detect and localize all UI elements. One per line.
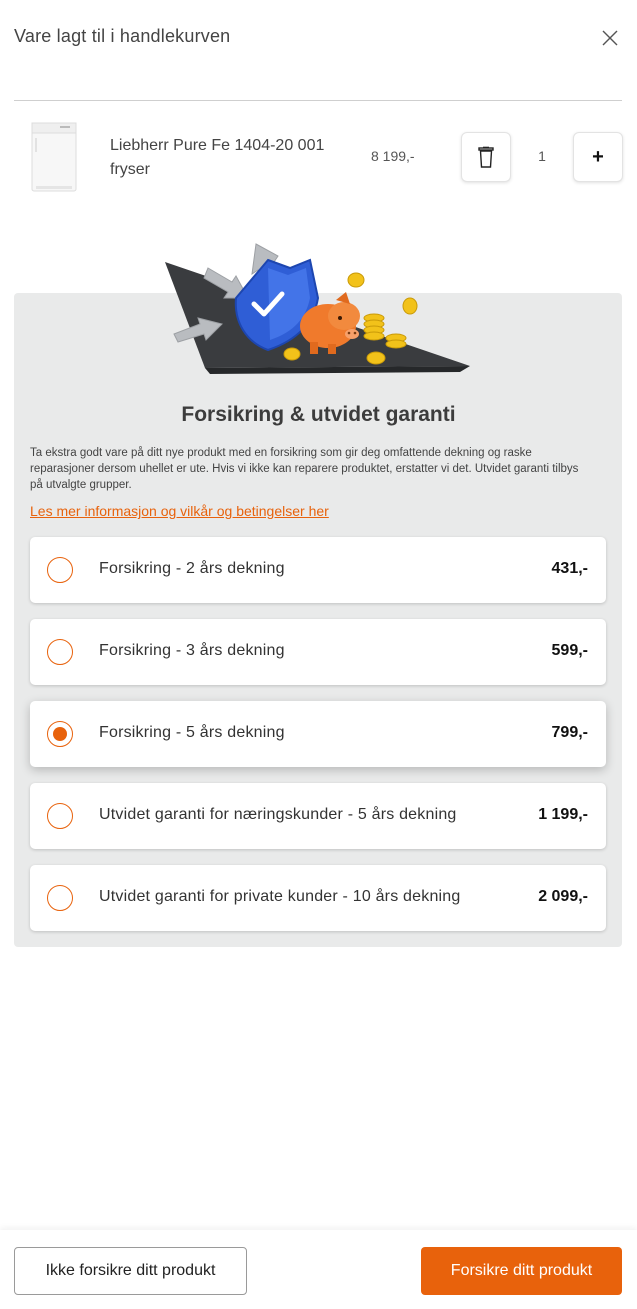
close-icon [598, 26, 622, 50]
insurance-option-2-years[interactable] [30, 537, 606, 603]
modal-footer [0, 1230, 637, 1309]
warranty-option-business-5-years[interactable] [30, 783, 606, 849]
terms-link[interactable]: Les mer informasjon og vilkår og betingelser her [30, 503, 329, 519]
radio-selected-dot [53, 727, 67, 741]
insurance-option-5-years[interactable] [30, 701, 606, 767]
insurance-description: Ta ekstra godt vare på ditt nye produkt med en forsikring som gir deg omfattende dekning og raske reparasjoner dersom uhellet er ute. Hvis vi ikke kan reparere produktet, erstatter vi det. Utvidet garanti tilbys på utvalgte grupper. [30, 447, 579, 491]
option-price: 431,- [551, 560, 588, 577]
radio-button[interactable] [47, 885, 73, 911]
radio-button[interactable] [47, 803, 73, 829]
option-label: Utvidet garanti for næringskunder - 5 års dekning [99, 806, 457, 823]
option-label: Utvidet garanti for private kunder - 10 års dekning [99, 888, 461, 905]
product-name[interactable]: Liebherr Pure Fe 1404-20 001 fryser [110, 137, 325, 178]
insurance-title: Forsikring & utvidet garanti [181, 403, 456, 426]
radio-button[interactable] [47, 557, 73, 583]
close-button[interactable] [598, 26, 622, 50]
delete-item-button[interactable] [461, 132, 511, 182]
quantity-value: 1 [538, 148, 546, 164]
option-price: 1 199,- [538, 806, 588, 823]
cart-item-row [0, 110, 637, 210]
trash-icon [477, 146, 495, 168]
option-price: 2 099,- [538, 888, 588, 905]
radio-button[interactable] [47, 639, 73, 665]
modal-header [0, 0, 637, 100]
warranty-option-private-10-years[interactable] [30, 865, 606, 931]
increase-quantity-button[interactable]: + [573, 132, 623, 182]
decline-insurance-button[interactable]: Ikke forsikre ditt produkt [14, 1247, 247, 1295]
modal-title: Vare lagt til i handlekurven [14, 26, 231, 46]
radio-button-selected[interactable] [47, 721, 73, 747]
option-label: Forsikring - 5 års dekning [99, 724, 285, 741]
product-image [30, 122, 78, 192]
product-price: 8 199,- [371, 148, 415, 164]
option-price: 599,- [551, 642, 588, 659]
option-label: Forsikring - 2 års dekning [99, 560, 285, 577]
option-price: 799,- [551, 724, 588, 741]
header-divider [14, 100, 622, 101]
accept-insurance-button[interactable]: Forsikre ditt produkt [421, 1247, 622, 1295]
insurance-illustration [160, 238, 480, 378]
option-label: Forsikring - 3 års dekning [99, 642, 285, 659]
insurance-option-3-years[interactable] [30, 619, 606, 685]
